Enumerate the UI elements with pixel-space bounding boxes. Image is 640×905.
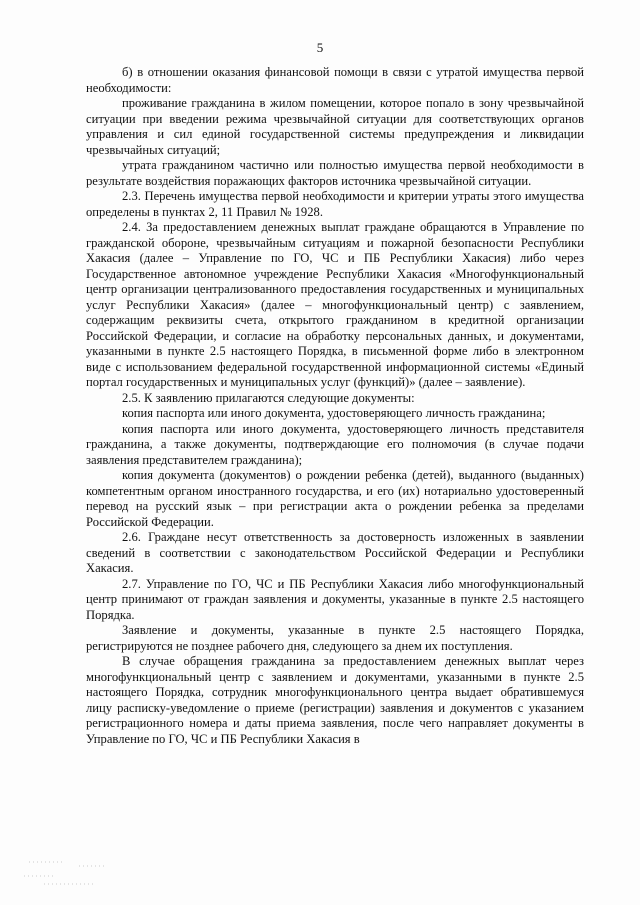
- paragraph: Заявление и документы, указанные в пункте 2.5 настоящего Порядка, регистрируются не позднее рабочего дня, следующего за днем их поступления.: [86, 623, 584, 653]
- paragraph: 2.3. Перечень имущества первой необходимости и критерии утраты этого имущества определены в пунктах 2, 11 Правил № 1928.: [86, 189, 584, 219]
- paragraph: проживание гражданина в жилом помещении, которое попало в зону чрезвычайной ситуации при введении режима чрезвычайной ситуации для соответствующих органов управления и сил единой государственной системы предупреждения и ликвидации чрезвычайных ситуаций;: [86, 96, 584, 157]
- paragraph: В случае обращения гражданина за предоставлением денежных выплат через многофункциональный центр с заявлением и документами, указанными в пункте 2.5 настоящего Порядка, сотрудник многофункционального центра выдает обратившемуся лицу расписку-уведомление о приеме (регистрации) заявления и документов с указанием регистрационного номера и даты приема заявления, после чего направляет документы в Управление по ГО, ЧС и ПБ Республики Хакасия в: [86, 654, 584, 746]
- paragraph: 2.7. Управление по ГО, ЧС и ПБ Республики Хакасия либо многофункциональный центр принимают от граждан заявления и документы, указанные в пункте 2.5 настоящего Порядка.: [86, 576, 584, 622]
- paragraph: копия паспорта или иного документа, удостоверяющего личность гражданина;: [122, 406, 546, 420]
- paragraph: копия документа (документов) о рождении ребенка (детей), выданного (выданных) компетентным органом иностранного государства, и его (их) нотариально удостоверенный перевод на русский язык – при регистрации акта о рождении ребенка за пределами Российской Федерации.: [86, 468, 584, 529]
- paragraph: 2.5. К заявлению прилагаются следующие документы:: [122, 390, 415, 405]
- scan-artifact-marks: [24, 858, 134, 888]
- paragraph: 2.4. За предоставлением денежных выплат граждане обращаются в Управление по гражданской обороне, чрезвычайным ситуациям и пожарной безопасности Республики Хакасия (далее – Управление по ГО, ЧС и ПБ Республики Хакасия) либо через Государственное автономное учреждение Республики Хакасия «Многофункциональный центр организации централизованного предоставления государственных и муниципальных услуг Республики Хакасия» (далее – многофункциональный центр) с заявлением, содержащим реквизиты счета, открытого гражданином в кредитной организации Российской Федерации, и согласие на обработку персональных данных, и документами, указанными в пункте 2.5 настоящего Порядка, в письменной форме либо в электронном виде с использованием федеральной государственной информационной системы «Единый портал государственных и муниципальных услуг (функций)» (далее – заявление).: [86, 220, 584, 389]
- paragraph: копия паспорта или иного документа, удостоверяющего личность представителя гражданина, а также документы, подтверждающие его полномочия (в случае подачи заявления представителем гражданина);: [86, 421, 584, 467]
- paragraph: б) в отношении оказания финансовой помощи в связи с утратой имущества первой необходимости:: [86, 65, 584, 95]
- paragraph: 2.6. Граждане несут ответственность за достоверность изложенных в заявлении сведений в соответствии с законодательством Российской Федерации и Республики Хакасия.: [86, 530, 584, 575]
- document-body: [86, 65, 584, 747]
- page-number: 5: [316, 40, 324, 55]
- paragraph: утрата гражданином частично или полностью имущества первой необходимости в результате воздействия поражающих факторов источника чрезвычайной ситуации.: [86, 158, 584, 188]
